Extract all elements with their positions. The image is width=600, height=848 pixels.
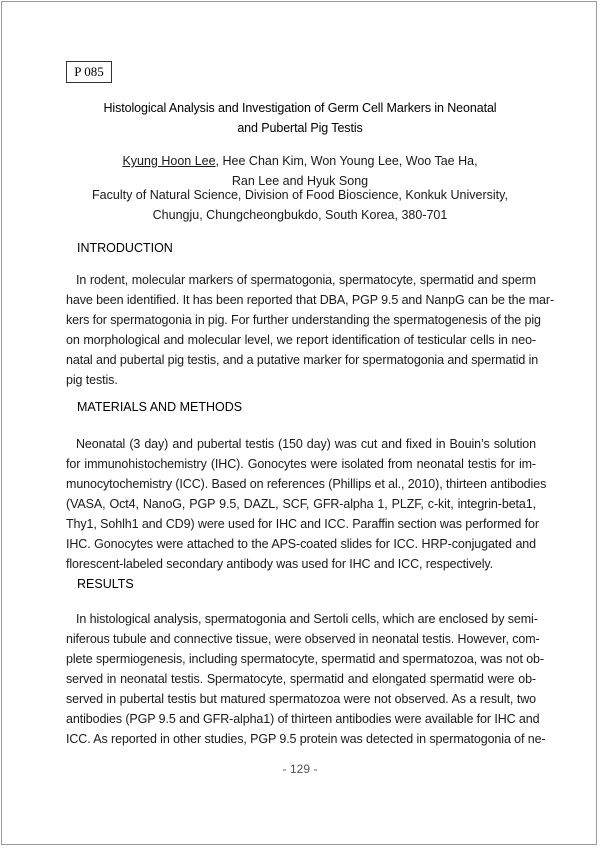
section-body-methods — [66, 434, 547, 574]
text-line: antibodies (PGP 9.5 and GFR-alpha1) of thirteen antibodies were available for IHC and — [66, 712, 540, 726]
text-line: served in pubertal testis but matured spermatozoa were not observed. As a result, two — [66, 692, 536, 706]
text-line: kers for spermatogonia in pig. For further understanding the spermatogenesis of the pig — [66, 313, 541, 327]
section-heading-results: RESULTS — [77, 577, 134, 591]
text-line: IHC. Gonocytes were attached to the APS-coated slides for ICC. HRP-conjugated and — [66, 537, 536, 551]
paper-title — [80, 98, 520, 138]
page-number: - 129 - — [282, 762, 318, 776]
affiliation-line: Faculty of Natural Science, Division of Food Bioscience, Konkuk University, — [92, 188, 508, 202]
text-line: ICC. As reported in other studies, PGP 9.5 protein was detected in spermatogonia of ne- — [66, 732, 546, 746]
text-line: florescent-labeled secondary antibody was used for IHC and ICC, respectively. — [66, 557, 494, 571]
text-line: In histological analysis, spermatogonia and Sertoli cells, which are enclosed by semi- — [76, 612, 538, 626]
text-line: pig testis. — [66, 373, 118, 387]
affiliation — [60, 185, 540, 225]
text-line: natal and pubertal pig testis, and a putative marker for spermatogonia and spermatid in — [66, 353, 539, 367]
presenting-author: Kyung Hoon Lee — [122, 154, 216, 168]
text-line: In rodent, molecular markers of spermatogonia, spermatocyte, spermatid and sperm — [76, 273, 536, 287]
title-line: and Pubertal Pig Testis — [237, 121, 363, 135]
text-line: plete spermiogenesis, including spermatocyte, spermatid and spermatozoa, was not ob- — [66, 652, 544, 666]
text-line: munocytochemistry (ICC). Based on references (Phillips et al., 2010), thirteen antibodies — [66, 477, 547, 491]
paper-id-box: P 085 — [66, 61, 112, 83]
section-body-results — [66, 609, 546, 749]
text-line: (VASA, Oct4, NanoG, PGP 9.5, DAZL, SCF, GFR-alpha 1, PLZF, c-kit, integrin-beta1, — [66, 497, 536, 511]
affiliation-line: Chungju, Chungcheongbukdo, South Korea, 380-701 — [152, 208, 448, 222]
author-line: Ran Lee and Hyuk Song — [231, 174, 369, 188]
text-line: Neonatal (3 day) and pubertal testis (150 day) was cut and fixed in Bouin’s solution — [76, 437, 536, 451]
section-body-introduction — [66, 270, 555, 390]
author-line — [70, 151, 530, 171]
text-line: on morphological and molecular level, we report identification of testicular cells in neo- — [66, 333, 536, 347]
text-line: have been identified. It has been reported that DBA, PGP 9.5 and NanpG can be the mar- — [66, 293, 555, 307]
text-line: served in neonatal testis. Spermatocyte, spermatid and elongated spermatid were ob- — [66, 672, 536, 686]
section-heading-introduction: INTRODUCTION — [77, 241, 173, 255]
text-line: for immunohistochemistry (IHC). Gonocytes were isolated from neonatal testis for im- — [66, 457, 536, 471]
title-line: Histological Analysis and Investigation of Germ Cell Markers in Neonatal — [103, 101, 497, 115]
section-heading-methods: MATERIALS AND METHODS — [77, 400, 243, 414]
text-line: niferous tubule and connective tissue, were observed in neonatal testis. However, com- — [66, 632, 540, 646]
text-line: Thy1, Sohlh1 and CD9) were used for IHC and ICC. Paraffin section was performed for — [66, 517, 539, 531]
co-authors: , Hee Chan Kim, Won Young Lee, Woo Tae Ha, — [215, 154, 478, 168]
